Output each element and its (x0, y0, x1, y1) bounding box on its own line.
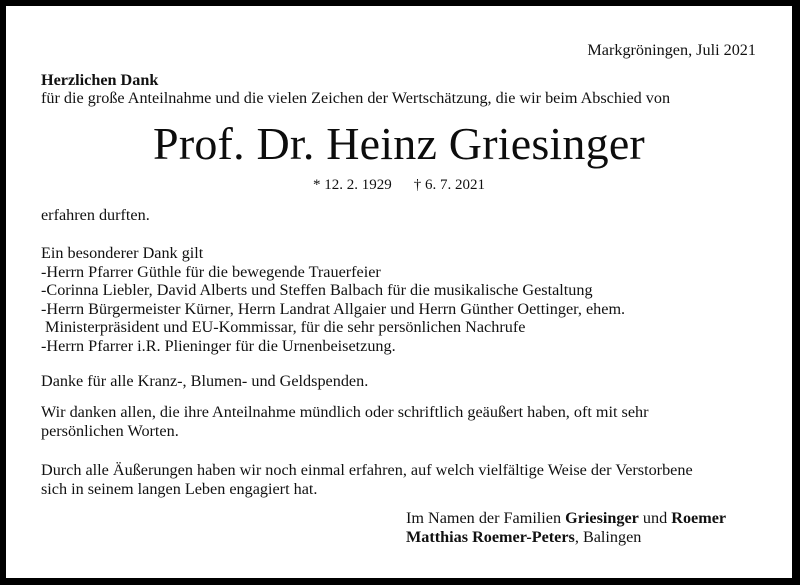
after-name-text: erfahren durften. (41, 206, 150, 224)
signature-families (406, 509, 726, 528)
words-paragraph (41, 403, 649, 440)
expressions-line: sich in seinem langen Leben engagiert hat. (41, 479, 318, 498)
family-name-griesinger: Griesinger (565, 509, 639, 527)
words-line: Wir danken allen, die ihre Anteilnahme mündlich oder schriftlich geäußert haben, oft mit sehr (41, 403, 649, 421)
special-thanks-lead: Ein besonderer Dank gilt (41, 244, 204, 262)
expressions-paragraph (41, 461, 693, 498)
obituary-notice (6, 6, 792, 578)
thanks-line: -Herrn Pfarrer Güthle für die bewegende Trauerfeier (41, 262, 381, 281)
thanks-line: Ministerpräsident und EU-Kommissar, für die sehr persönlichen Nachrufe (41, 318, 526, 337)
signature-connector: und (638, 509, 672, 527)
signer-name: Matthias Roemer-Peters (406, 527, 575, 546)
words-line: persönlichen Worten. (41, 421, 179, 440)
family-name-roemer: Roemer (671, 509, 727, 527)
donations-text: Danke für alle Kranz-, Blumen- und Geldspenden. (41, 372, 369, 390)
death-date: † 6. 7. 2021 (413, 177, 485, 193)
signature-signer (406, 528, 726, 547)
life-dates (6, 176, 792, 194)
signature-prefix: Im Namen der Familien (406, 509, 566, 527)
signature-block (406, 509, 726, 546)
deceased-name: Prof. Dr. Heinz Griesinger (153, 118, 645, 169)
birth-date: * 12. 2. 1929 (313, 177, 392, 193)
thanks-line: -Herrn Pfarrer i.R. Plieninger für die Urnenbeisetzung. (41, 336, 396, 355)
special-thanks (41, 244, 625, 356)
signer-location: , Balingen (574, 527, 642, 546)
expressions-line: Durch alle Äußerungen haben wir noch einmal erfahren, auf welch vielfältige Weise der Verstorbene (41, 461, 693, 479)
place-date: Markgröningen, Juli 2021 (587, 41, 756, 59)
thanks-line: -Corinna Liebler, David Alberts und Steffen Balbach für die musikalische Gestaltung (41, 281, 593, 300)
thanks-heading: Herzlichen Dank (41, 71, 159, 89)
intro-text: für die große Anteilnahme und die vielen Zeichen der Wertschätzung, die wir beim Abschied von (41, 89, 671, 107)
thanks-line: -Herrn Bürgermeister Kürner, Herrn Landrat Allgaier und Herrn Günther Oettinger, ehem. (41, 299, 626, 318)
